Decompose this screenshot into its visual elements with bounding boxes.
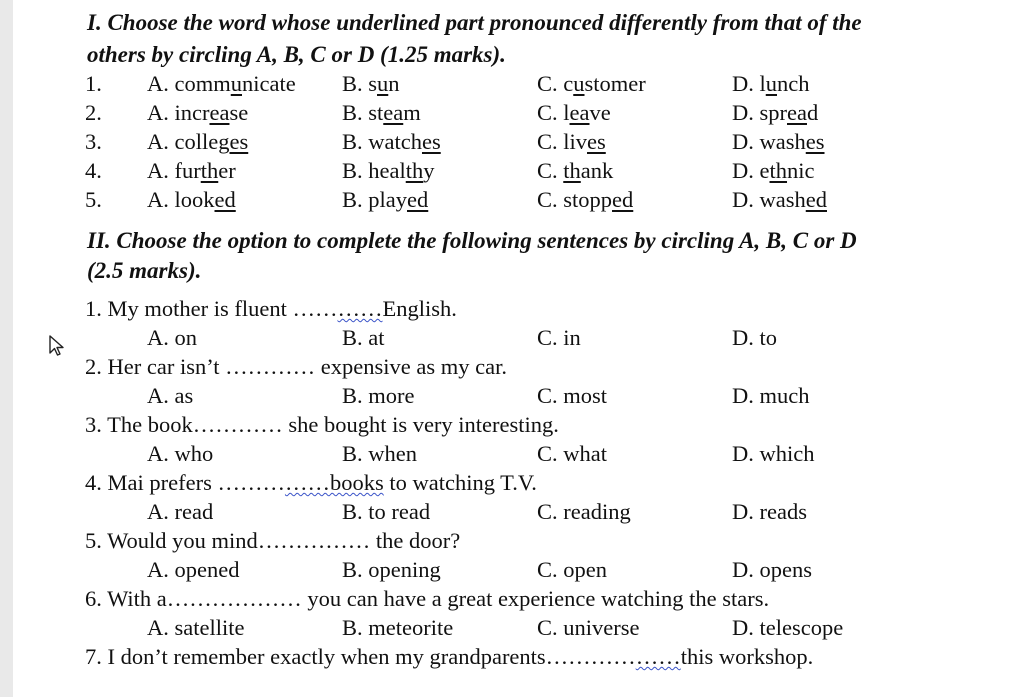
question-fragment: 6. With a……………… you can have a great experience watching the stars. [85, 586, 770, 611]
answer-option-a[interactable]: A. who [147, 441, 214, 466]
answer-option-c[interactable]: C. most [537, 383, 608, 408]
option-text: D. spr [732, 100, 787, 125]
section2-heading: II. Choose the option to complete the following sentences by circling A, B, C or D [87, 228, 857, 253]
pronunciation-row [13, 98, 1013, 127]
underlined-part: es [805, 129, 825, 154]
option-text: d [806, 100, 819, 125]
row-number: 4. [85, 158, 102, 183]
document-page [13, 0, 1024, 697]
answer-option-d[interactable]: D. opens [732, 557, 812, 582]
underlined-part: ed [407, 187, 429, 212]
mouse-pointer-icon [47, 334, 67, 358]
option-c[interactable] [537, 156, 613, 185]
option-text: ve [589, 100, 611, 125]
underlined-part: th [405, 158, 424, 183]
question-text [85, 294, 457, 323]
option-d[interactable] [732, 98, 818, 127]
option-text: m [403, 100, 421, 125]
answer-option-a[interactable]: A. on [147, 325, 197, 350]
underlined-part: es [587, 129, 606, 154]
underlined-part: ea [383, 100, 404, 125]
option-text: se [229, 100, 249, 125]
option-d[interactable] [732, 69, 810, 98]
option-text: ank [580, 158, 614, 183]
option-d[interactable] [732, 156, 815, 185]
option-text: C. c [537, 71, 574, 96]
answer-option-b[interactable]: B. at [342, 325, 385, 350]
option-d[interactable] [732, 127, 825, 156]
underlined-part: th [563, 158, 581, 183]
option-b[interactable] [342, 127, 441, 156]
underlined-part: u [230, 71, 242, 96]
question-fragment: to watching T.V. [383, 470, 537, 495]
question-fragment: 7. I don’t remember exactly when my grandparents………… [85, 644, 636, 669]
section1-heading: I. Choose the word whose underlined part pronounced differently from that of the [87, 10, 862, 35]
option-b[interactable] [342, 98, 421, 127]
question-text [85, 352, 507, 381]
option-d[interactable] [732, 185, 827, 214]
question-fragment: this workshop. [680, 644, 814, 669]
question-row [13, 584, 1013, 613]
pronunciation-row [13, 185, 1013, 214]
option-text: B. watch [342, 129, 422, 154]
question-fragment: English. [382, 296, 457, 321]
underlined-part: th [200, 158, 219, 183]
section2-heading-cont: (2.5 marks). [87, 258, 202, 283]
underlined-part: es [421, 129, 441, 154]
options-row [13, 497, 1013, 526]
answer-option-c[interactable]: C. in [537, 325, 581, 350]
answer-option-b[interactable]: B. more [342, 383, 415, 408]
question-fragment: 3. The book………… she bought is very interesting. [85, 412, 559, 437]
option-text: D. wash [732, 187, 806, 212]
option-text: C. [537, 158, 564, 183]
option-b[interactable] [342, 69, 400, 98]
spellcheck-marked-text: …… [635, 644, 681, 669]
question-text [85, 526, 460, 555]
option-b[interactable] [342, 185, 428, 214]
row-number: 2. [85, 100, 102, 125]
option-text: B. st [342, 100, 384, 125]
option-text: er [218, 158, 236, 183]
option-text: B. heal [342, 158, 406, 183]
option-text: C. stopp [537, 187, 613, 212]
option-text: D. l [732, 71, 766, 96]
answer-option-d[interactable]: D. much [732, 383, 810, 408]
options-row [13, 381, 1013, 410]
option-a[interactable] [147, 156, 236, 185]
answer-option-a[interactable]: A. read [147, 499, 214, 524]
underlined-part: th [769, 158, 788, 183]
option-text: D. e [732, 158, 770, 183]
answer-option-d[interactable]: D. telescope [732, 615, 844, 640]
underlined-part: es [229, 129, 249, 154]
question-row [13, 352, 1013, 381]
spellcheck-marked-text: ……books [284, 470, 384, 495]
option-text: nicate [242, 71, 296, 96]
answer-option-c[interactable]: C. what [537, 441, 607, 466]
left-margin-bar [0, 0, 13, 697]
pronunciation-row [13, 156, 1013, 185]
row-number: 5. [85, 187, 102, 212]
option-text: stomer [584, 71, 646, 96]
answer-option-b[interactable]: B. when [342, 441, 417, 466]
option-text: B. s [342, 71, 378, 96]
options-row [13, 555, 1013, 584]
question-text [85, 468, 537, 497]
underlined-part: ea [209, 100, 230, 125]
option-text: nic [787, 158, 815, 183]
question-row [13, 468, 1013, 497]
option-text: D. wash [732, 129, 806, 154]
question-text [85, 410, 559, 439]
row-number: 3. [85, 129, 102, 154]
options-row [13, 613, 1013, 642]
question-row [13, 526, 1013, 555]
question-fragment: 4. Mai prefers ……… [85, 470, 285, 495]
row-number: 1. [85, 71, 102, 96]
option-text: A. look [147, 187, 215, 212]
section1-heading-cont: others by circling A, B, C or D (1.25 marks). [87, 42, 506, 67]
option-text: A. comm [147, 71, 231, 96]
option-text: n [388, 71, 400, 96]
option-text: A. incr [147, 100, 210, 125]
answer-option-c[interactable]: C. reading [537, 499, 631, 524]
answer-option-b[interactable]: B. to read [342, 499, 431, 524]
answer-option-a[interactable]: A. as [147, 383, 194, 408]
option-a[interactable] [147, 127, 248, 156]
answer-option-b[interactable]: B. meteorite [342, 615, 454, 640]
answer-option-d[interactable]: D. reads [732, 499, 807, 524]
option-a[interactable] [147, 69, 296, 98]
option-text: B. play [342, 187, 407, 212]
question-text [85, 642, 813, 671]
options-row [13, 439, 1013, 468]
option-text: A. fur [147, 158, 201, 183]
underlined-part: ed [214, 187, 236, 212]
option-text: C. liv [537, 129, 588, 154]
question-row [13, 642, 1013, 671]
pronunciation-row [13, 127, 1013, 156]
option-a[interactable] [147, 185, 236, 214]
option-b[interactable] [342, 156, 435, 185]
question-fragment: 1. My mother is fluent …… [85, 296, 338, 321]
answer-option-c[interactable]: C. open [537, 557, 607, 582]
question-row [13, 410, 1013, 439]
question-text [85, 584, 769, 613]
underlined-part: u [573, 71, 585, 96]
pronunciation-row [13, 69, 1013, 98]
answer-option-a[interactable]: A. opened [147, 557, 240, 582]
option-c[interactable] [537, 69, 646, 98]
option-c[interactable] [537, 98, 611, 127]
answer-option-a[interactable]: A. satellite [147, 615, 245, 640]
question-fragment: 5. Would you mind…………… the door? [85, 528, 461, 553]
question-row [13, 294, 1013, 323]
option-text: nch [777, 71, 810, 96]
options-row [13, 323, 1013, 352]
spellcheck-marked-text: …… [337, 296, 383, 321]
answer-option-b[interactable]: B. opening [342, 557, 441, 582]
answer-option-c[interactable]: C. universe [537, 615, 640, 640]
underlined-part: ea [787, 100, 807, 125]
question-fragment: 2. Her car isn’t ………… expensive as my car. [85, 354, 507, 379]
underlined-part: u [765, 71, 777, 96]
underlined-part: u [377, 71, 389, 96]
underlined-part: ea [569, 100, 590, 125]
option-text: A. colleg [147, 129, 230, 154]
answer-option-d[interactable]: D. which [732, 441, 815, 466]
option-text: C. l [537, 100, 570, 125]
underlined-part: ed [805, 187, 827, 212]
option-a[interactable] [147, 98, 248, 127]
option-c[interactable] [537, 127, 606, 156]
option-text: y [423, 158, 435, 183]
option-c[interactable] [537, 185, 633, 214]
underlined-part: ed [612, 187, 634, 212]
answer-option-d[interactable]: D. to [732, 325, 777, 350]
